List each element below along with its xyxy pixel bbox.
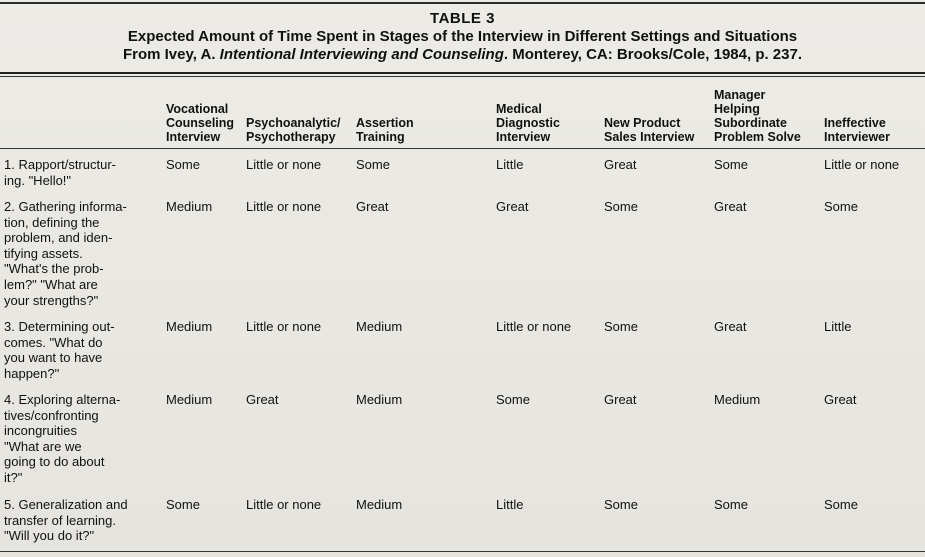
column-header-vocational: Vocational Counseling Interview: [166, 102, 235, 144]
row-1-sales: Great: [604, 157, 637, 172]
row-1-psychoanalytic: Little or none: [246, 157, 322, 172]
row-5-assertion: Medium: [356, 497, 403, 512]
row-4-medical: Some: [496, 392, 530, 407]
stage-2-label: 2. Gathering informa- tion, defining the problem, and iden- tifying assets. "What's the prob- lem?" "What are your strengths?": [4, 199, 127, 308]
row-5-sales: Some: [604, 497, 638, 512]
column-header-assertion: Assertion Training: [356, 116, 414, 144]
header-top-rule-thin: [0, 76, 925, 77]
row-4-vocational: Medium: [166, 392, 213, 407]
column-header-medical: Medical Diagnostic Interview: [496, 102, 560, 144]
row-2-assertion: Great: [356, 199, 389, 214]
table-label: TABLE 3: [430, 10, 495, 27]
row-3-vocational: Medium: [166, 319, 213, 334]
table-caption-line-2: [0, 46, 925, 64]
row-3-medical: Little or none: [496, 319, 572, 334]
row-1-assertion: Some: [356, 157, 390, 172]
row-1-vocational: Some: [166, 157, 200, 172]
row-3-sales: Some: [604, 319, 638, 334]
row-4-sales: Great: [604, 392, 637, 407]
stage-1-label: 1. Rapport/structur- ing. "Hello!": [4, 157, 116, 188]
caption-book-title: Intentional Interviewing and Counseling: [219, 46, 504, 63]
column-header-sales: New Product Sales Interview: [604, 116, 695, 144]
row-5-vocational: Some: [166, 497, 200, 512]
row-2-medical: Great: [496, 199, 529, 214]
row-5-psychoanalytic: Little or none: [246, 497, 322, 512]
row-5-medical: Little: [496, 497, 524, 512]
row-5-manager: Some: [714, 497, 748, 512]
row-4-ineffective: Great: [824, 392, 857, 407]
row-2-sales: Some: [604, 199, 638, 214]
table-bottom-rule: [0, 551, 925, 552]
header-top-rule: [0, 72, 925, 74]
row-2-manager: Great: [714, 199, 747, 214]
table-title-block: [0, 10, 925, 64]
table-caption-line-1: Expected Amount of Time Spent in Stages of the Interview in Different Settings and Situations: [127, 28, 798, 45]
row-4-psychoanalytic: Great: [246, 392, 279, 407]
row-1-manager: Some: [714, 157, 748, 172]
header-bottom-rule: [0, 148, 925, 149]
stage-5-label: 5. Generalization and transfer of learning. "Will you do it?": [4, 497, 128, 544]
caption-suffix: . Monterey, CA: Brooks/Cole, 1984, p. 237.: [503, 46, 803, 63]
row-4-assertion: Medium: [356, 392, 403, 407]
row-2-vocational: Medium: [166, 199, 213, 214]
row-3-psychoanalytic: Little or none: [246, 319, 322, 334]
row-3-assertion: Medium: [356, 319, 403, 334]
column-header-ineffective: Ineffective Interviewer: [824, 116, 891, 144]
top-rule: [0, 2, 925, 4]
column-header-manager: Manager Helping Subordinate Problem Solve: [714, 88, 801, 144]
row-2-psychoanalytic: Little or none: [246, 199, 322, 214]
row-1-medical: Little: [496, 157, 524, 172]
row-2-ineffective: Some: [824, 199, 858, 214]
stage-4-label: 4. Exploring alterna- tives/confronting incongruities "What are we going to do about it?": [4, 392, 121, 485]
row-1-ineffective: Little or none: [824, 157, 900, 172]
row-3-manager: Great: [714, 319, 747, 334]
caption-prefix: From Ivey, A.: [122, 46, 220, 63]
row-5-ineffective: Some: [824, 497, 858, 512]
stage-3-label: 3. Determining out- comes. "What do you want to have happen?": [4, 319, 115, 381]
row-3-ineffective: Little: [824, 319, 852, 334]
row-4-manager: Medium: [714, 392, 761, 407]
column-header-psychoanalytic: Psychoanalytic/ Psychotherapy: [246, 116, 341, 144]
